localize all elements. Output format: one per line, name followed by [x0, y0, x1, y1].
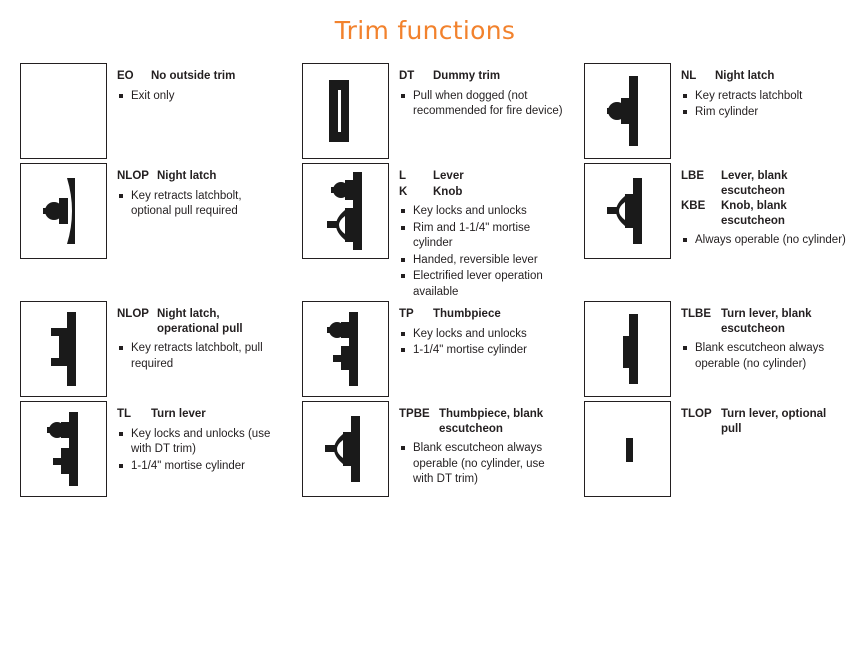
trim-code-line [117, 307, 284, 336]
turn-lever-icon [20, 401, 107, 497]
trim-code-line [117, 69, 284, 84]
trim-name: Turn lever, optional pull [721, 408, 827, 435]
night-latch-plate-cylinder-icon [20, 163, 107, 259]
list-item: Key retracts latchbolt, pull required [119, 341, 284, 372]
trim-bullets [117, 189, 284, 220]
trim-item-l-k [288, 163, 570, 301]
lever-blank-escutcheon-icon [584, 163, 671, 259]
thumbpiece-blank-escutcheon-icon [302, 401, 389, 497]
trim-bullets [117, 427, 284, 475]
trim-name: Turn lever [151, 408, 206, 420]
trim-item-tp [288, 301, 570, 401]
trim-bullets [681, 89, 848, 121]
trim-code-line [117, 407, 284, 422]
trim-name: Night latch, operational pull [157, 308, 243, 335]
trim-item-nlop [6, 163, 288, 301]
trim-code: TL [117, 408, 132, 420]
trim-bullets [681, 233, 848, 249]
trim-bullets [681, 341, 848, 372]
trim-code: TLBE [681, 308, 712, 320]
list-item: Key retracts latchbolt, optional pull required [119, 189, 284, 220]
trim-code-line [681, 407, 848, 436]
list-item: Key retracts latchbolt [683, 89, 848, 105]
trim-code-line [399, 169, 566, 184]
night-latch-operational-pull-icon [20, 301, 107, 397]
trim-name: Knob [433, 185, 463, 198]
no-trim-blank-plate-icon [20, 63, 107, 159]
list-item: Pull when dogged (not recommended for fire device) [401, 89, 566, 120]
trim-code: KBE [681, 200, 706, 212]
list-item: Rim cylinder [683, 105, 848, 121]
turn-lever-blank-escutcheon-icon [584, 301, 671, 397]
trim-item-tl [6, 401, 288, 501]
trim-code: NL [681, 70, 697, 82]
trim-name: Knob, blank escutcheon [721, 200, 787, 227]
list-item: Key locks and unlocks [401, 204, 566, 220]
page-title: Trim functions [334, 16, 516, 45]
dummy-trim-pull-icon [302, 63, 389, 159]
trim-item-eo [6, 63, 288, 163]
list-item: 1-1/4" mortise cylinder [401, 343, 566, 359]
trim-item-lbe-kbe [570, 163, 850, 301]
trim-code-line [399, 407, 566, 436]
trim-bullets [399, 327, 566, 359]
trim-code-line [399, 69, 566, 84]
trim-code: TP [399, 308, 414, 320]
trim-code: TLOP [681, 408, 712, 420]
list-item: Key locks and unlocks [401, 327, 566, 343]
trim-name: Turn lever, blank escutcheon [721, 308, 812, 335]
trim-item-nl [570, 63, 850, 163]
trim-item-tlop [570, 401, 850, 501]
trim-code-line [681, 169, 848, 198]
trim-code-line [681, 307, 848, 336]
trim-item-tlbe [570, 301, 850, 401]
trim-code-line [681, 199, 848, 228]
trim-code: L [399, 170, 407, 182]
trim-functions-grid [0, 63, 850, 501]
trim-code: DT [399, 70, 415, 82]
trim-name: No outside trim [151, 70, 236, 82]
trim-code: NLOP [117, 170, 149, 182]
night-latch-cylinder-icon [584, 63, 671, 159]
trim-bullets [399, 89, 566, 120]
trim-item-dt [288, 63, 570, 163]
list-item: Blank escutcheon always operable (no cylinder) [683, 341, 848, 372]
trim-name: Thumbpiece [433, 308, 501, 320]
list-item: Exit only [119, 89, 284, 105]
trim-name: Thumbpiece, blank escutcheon [439, 408, 544, 435]
trim-name: Night latch [715, 70, 775, 82]
trim-code-line [399, 307, 566, 322]
trim-name: Lever, blank escutcheon [721, 170, 788, 197]
list-item: Blank escutcheon always operable (no cylinder, use with DT trim) [401, 441, 566, 488]
trim-name: Lever [433, 170, 464, 182]
lever-knob-trim-icon [302, 163, 389, 259]
trim-code: TPBE [399, 408, 430, 420]
list-item: Handed, reversible lever [401, 253, 566, 269]
trim-code: EO [117, 70, 134, 82]
trim-code: LBE [681, 170, 704, 182]
trim-item-nlop-pull [6, 301, 288, 401]
list-item: Rim and 1-1/4" mortise cylinder [401, 221, 566, 252]
trim-code-line [399, 185, 566, 200]
list-item: Always operable (no cylinder) [683, 233, 848, 249]
trim-code-line [117, 169, 284, 184]
trim-bullets [399, 204, 566, 300]
list-item: Key locks and unlocks (use with DT trim) [119, 427, 284, 458]
trim-bullets [117, 341, 284, 372]
trim-item-tpbe [288, 401, 570, 501]
trim-code: NLOP [117, 308, 149, 320]
trim-bullets [399, 441, 566, 488]
list-item: Electrified lever operation available [401, 269, 566, 300]
list-item: 1-1/4" mortise cylinder [119, 459, 284, 475]
trim-name: Dummy trim [433, 70, 501, 82]
thumbpiece-trim-icon [302, 301, 389, 397]
trim-code-line [681, 69, 848, 84]
trim-bullets [117, 89, 284, 105]
trim-name: Night latch [157, 170, 217, 182]
turn-lever-optional-pull-icon [584, 401, 671, 497]
trim-code: K [399, 185, 408, 198]
